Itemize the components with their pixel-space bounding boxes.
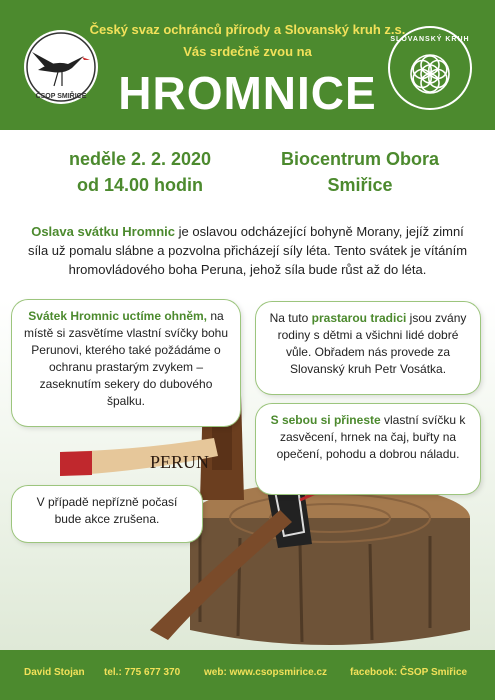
weather-notice-bubble [12,486,202,542]
bring-highlight: S sebou si přineste [270,413,381,427]
invite-line: Vás srdečně zvou na [183,44,312,59]
town-line: Smiřice [327,175,393,195]
intro-highlight: Oslava svátku Hromnic [31,224,175,239]
footer-bar [0,650,495,700]
header-banner [0,0,495,130]
organizer-line: Český svaz ochránců přírody a Slovanský kruh z.s. [89,22,406,37]
bring-along-bubble [256,404,480,494]
logo-caption: ČSOP SMIŘICE [35,93,87,100]
contact-web[interactable]: web: www.csopsmirice.cz [204,667,328,678]
fire-text: na místě si zasvětíme vlastní svíčky bohu Perunovi, kterého také požádáme o ochranu prastarým zvykem – zaseknutím sekery do dubového špalku. [23,309,229,408]
logo-ring-text: SLOVANSKÝ KRUH [390,36,470,43]
date-line: neděle 2. 2. 2020 [68,149,212,169]
tradition-bubble [256,302,480,394]
event-place [260,146,460,198]
tradition-highlight: prastarou tradici [311,311,407,325]
slovansky-kruh-logo [388,26,472,110]
weather-text: V případě nepřízně počasí bude akce zrušena. [36,495,178,526]
perun-carving-text: PERUN [150,452,210,472]
contact-phone[interactable]: tel.: 775 677 370 [104,667,181,678]
place-line: Biocentrum Obora [280,149,440,169]
event-title: HROMNICE [118,67,377,119]
tradition-text: jsou zvány rodiny s dětmi a všichni lidé dobré vůle. Obřadem nás provede za Slovanský kruh Petr Vosátka. [277,311,467,376]
fire-ritual-bubble [12,300,240,426]
contact-name: David Stojan [24,667,85,678]
fire-highlight: Svátek Hromnic uctíme ohněm, [28,309,208,323]
intro-paragraph [22,222,473,279]
contact-facebook[interactable]: facebook: ČSOP Smiřice [350,667,468,678]
tradition-pre: Na tuto [269,311,312,325]
time-line: od 14.00 hodin [76,175,204,195]
event-date [40,146,240,198]
intro-text: je oslavou odcházející bohyně Morany, jejíž zimní síla už pomalu slábne a pozvolna přicházejí síly léta. Tento svátek je vítáním hromovládového boha Peruna, jehož síla bude růst až do léta. [27,224,468,277]
bring-text: vlastní svíčku k zasvěcení, hrnek na čaj, buřty na opečení, pohodu a dobrou náladu. [276,413,466,461]
